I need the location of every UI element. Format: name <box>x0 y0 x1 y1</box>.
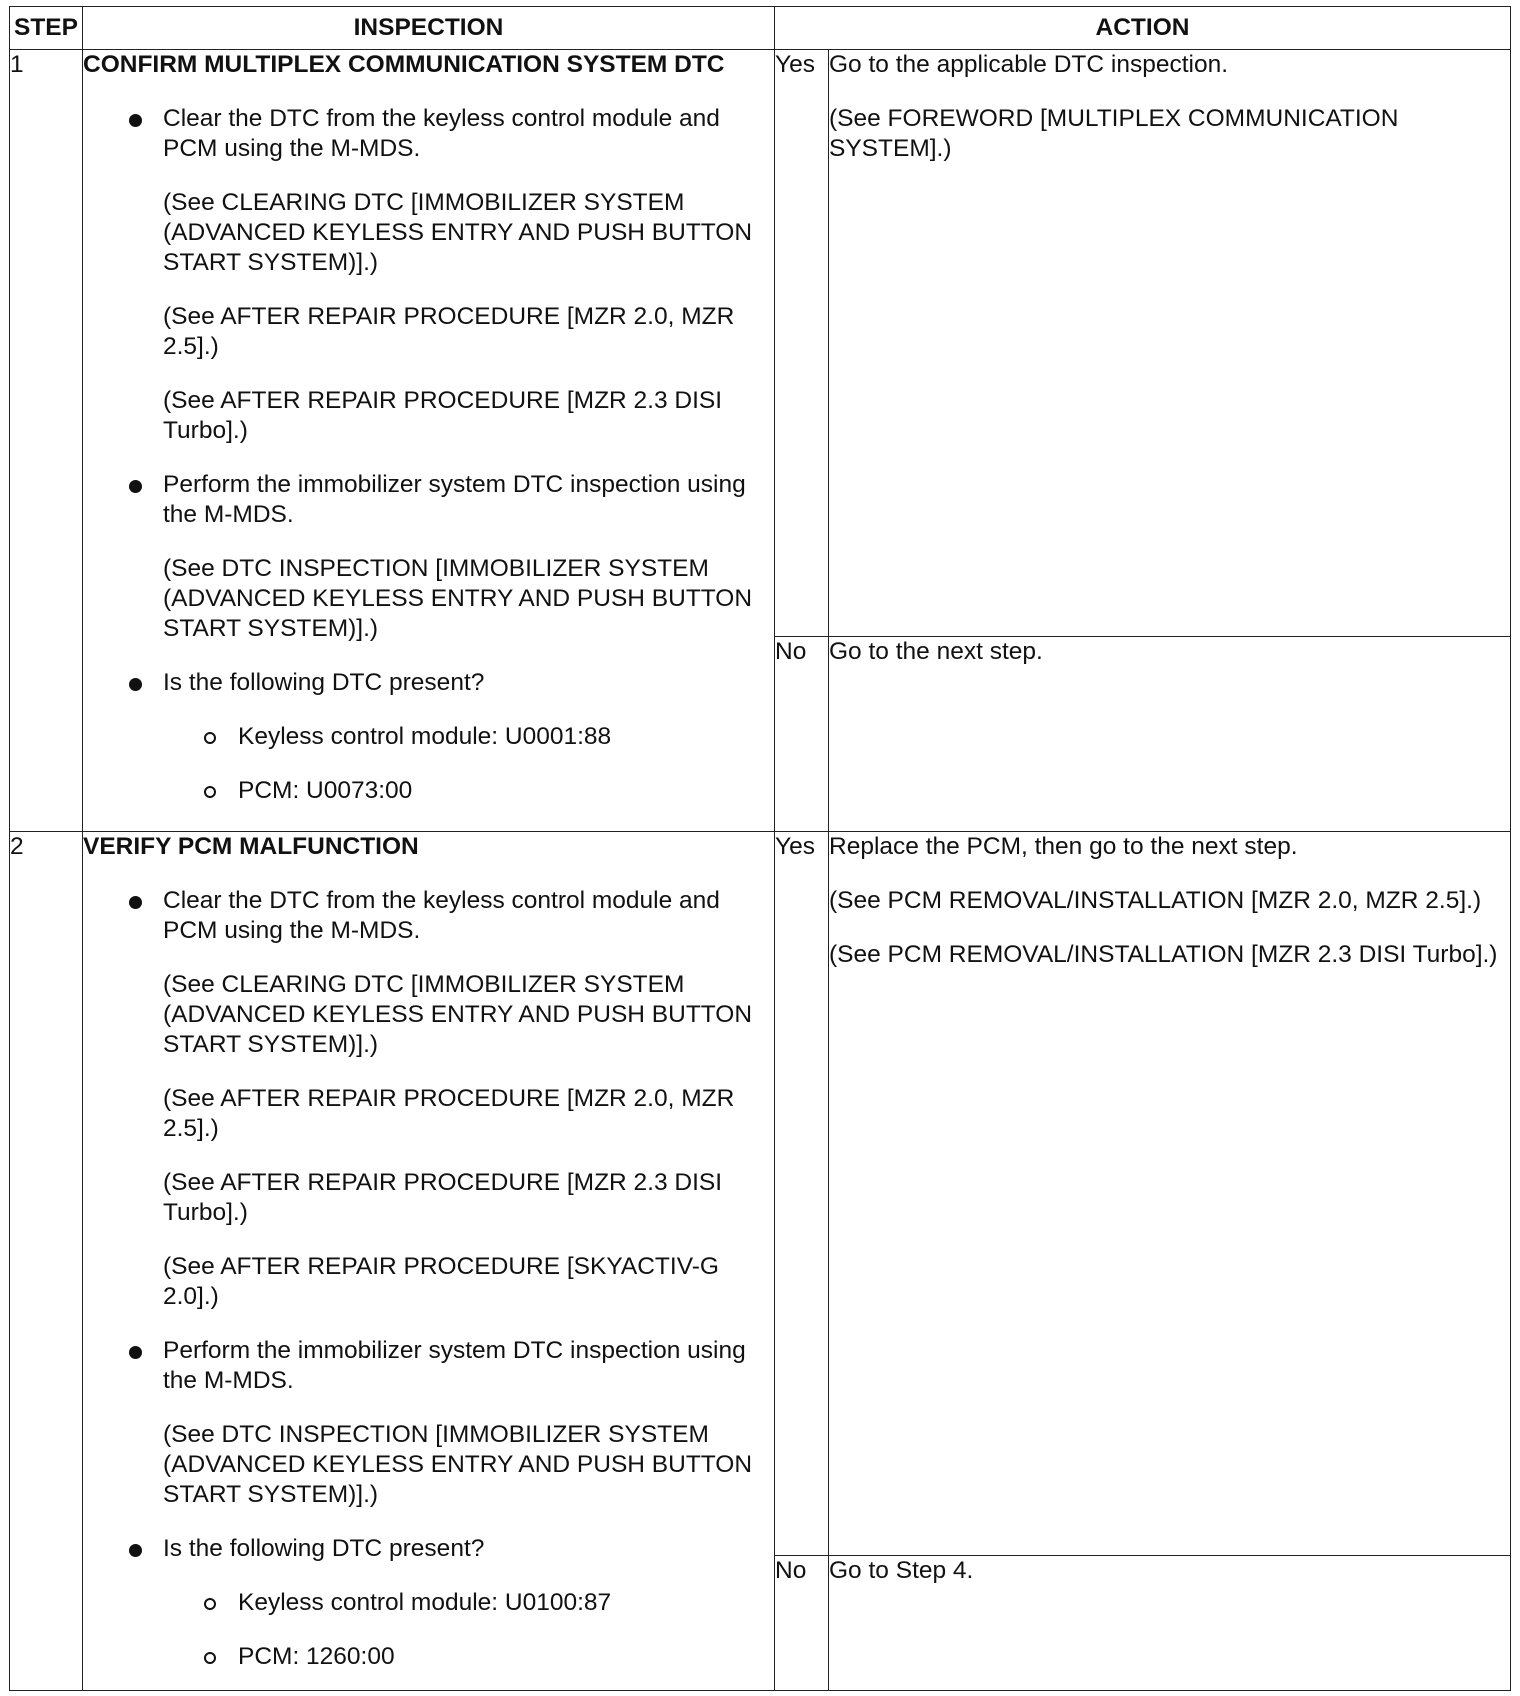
no-label: No <box>775 1556 829 1691</box>
yes-action-cell <box>829 832 1511 1556</box>
bullet-item <box>83 1336 774 1510</box>
inspection-title: CONFIRM MULTIPLEX COMMUNICATION SYSTEM DTC <box>83 51 725 78</box>
reference-text: (See CLEARING DTC [IMMOBILIZER SYSTEM (ADVANCED KEYLESS ENTRY AND PUSH BUTTON START SYSTEM)].) <box>163 971 753 1058</box>
reference-text: (See AFTER REPAIR PROCEDURE [MZR 2.3 DISI Turbo].) <box>163 1169 723 1226</box>
reference-text: (See AFTER REPAIR PROCEDURE [MZR 2.0, MZR 2.5].) <box>163 303 735 360</box>
header-inspection: INSPECTION <box>83 7 775 50</box>
action-text: Replace the PCM, then go to the next step. <box>829 833 1298 860</box>
sub-bullet-text: PCM: U0073:00 <box>238 777 413 804</box>
sub-bullet-item <box>83 776 774 806</box>
bullet-item <box>83 104 774 446</box>
reference-text: (See AFTER REPAIR PROCEDURE [MZR 2.0, MZR 2.5].) <box>163 1085 735 1142</box>
sub-bullet-item <box>83 1642 774 1672</box>
bullet-item <box>83 886 774 1312</box>
yes-label: Yes <box>775 50 829 637</box>
troubleshooting-table <box>9 6 1511 1691</box>
bullet-item <box>83 668 774 698</box>
header-action: ACTION <box>775 7 1511 50</box>
step-number: 1 <box>10 50 83 832</box>
action-reference: (See PCM REMOVAL/INSTALLATION [MZR 2.3 DISI Turbo].) <box>829 941 1498 968</box>
reference-text: (See AFTER REPAIR PROCEDURE [SKYACTIV-G 2.0].) <box>163 1253 719 1310</box>
action-reference: (See FOREWORD [MULTIPLEX COMMUNICATION SYSTEM].) <box>829 105 1399 162</box>
reference-text: (See DTC INSPECTION [IMMOBILIZER SYSTEM (ADVANCED KEYLESS ENTRY AND PUSH BUTTON START SYSTEM)].) <box>163 1421 753 1508</box>
sub-bullet-text: Keyless control module: U0100:87 <box>238 1589 612 1616</box>
action-reference: (See PCM REMOVAL/INSTALLATION [MZR 2.0, MZR 2.5].) <box>829 887 1482 914</box>
bullet-text: Clear the DTC from the keyless control module and PCM using the M-MDS. <box>163 105 720 162</box>
step-number: 2 <box>10 832 83 1691</box>
bullet-circle-icon <box>204 786 216 798</box>
step-row <box>10 50 1511 637</box>
bullet-item <box>83 470 774 644</box>
bullet-dot-icon <box>129 480 142 493</box>
step-row <box>10 832 1511 1556</box>
no-label: No <box>775 637 829 832</box>
action-text: Go to Step 4. <box>829 1557 974 1584</box>
bullet-text: Is the following DTC present? <box>163 669 485 696</box>
bullet-text: Is the following DTC present? <box>163 1535 485 1562</box>
bullet-dot-icon <box>129 1544 142 1557</box>
header-row <box>10 7 1511 50</box>
action-text: Go to the applicable DTC inspection. <box>829 51 1229 78</box>
bullet-text: Clear the DTC from the keyless control module and PCM using the M-MDS. <box>163 887 720 944</box>
bullet-dot-icon <box>129 678 142 691</box>
bullet-item <box>83 1534 774 1564</box>
bullet-circle-icon <box>204 732 216 744</box>
bullet-circle-icon <box>204 1598 216 1610</box>
reference-text: (See AFTER REPAIR PROCEDURE [MZR 2.3 DISI Turbo].) <box>163 387 723 444</box>
inspection-title: VERIFY PCM MALFUNCTION <box>83 833 419 860</box>
reference-text: (See DTC INSPECTION [IMMOBILIZER SYSTEM (ADVANCED KEYLESS ENTRY AND PUSH BUTTON START SYSTEM)].) <box>163 555 753 642</box>
sub-bullet-item <box>83 1588 774 1618</box>
bullet-dot-icon <box>129 114 142 127</box>
yes-label: Yes <box>775 832 829 1556</box>
bullet-dot-icon <box>129 1346 142 1359</box>
bullet-circle-icon <box>204 1652 216 1664</box>
no-action-cell <box>829 1556 1511 1691</box>
sub-bullet-item <box>83 722 774 752</box>
inspection-cell <box>83 50 775 832</box>
no-action-cell <box>829 637 1511 832</box>
bullet-text: Perform the immobilizer system DTC inspection using the M-MDS. <box>163 1337 746 1394</box>
header-step: STEP <box>10 7 83 50</box>
inspection-cell <box>83 832 775 1691</box>
yes-action-cell <box>829 50 1511 637</box>
action-text: Go to the next step. <box>829 638 1043 665</box>
bullet-dot-icon <box>129 896 142 909</box>
bullet-text: Perform the immobilizer system DTC inspection using the M-MDS. <box>163 471 746 528</box>
reference-text: (See CLEARING DTC [IMMOBILIZER SYSTEM (ADVANCED KEYLESS ENTRY AND PUSH BUTTON START SYSTEM)].) <box>163 189 753 276</box>
sub-bullet-text: PCM: 1260:00 <box>238 1643 395 1670</box>
sub-bullet-text: Keyless control module: U0001:88 <box>238 723 612 750</box>
